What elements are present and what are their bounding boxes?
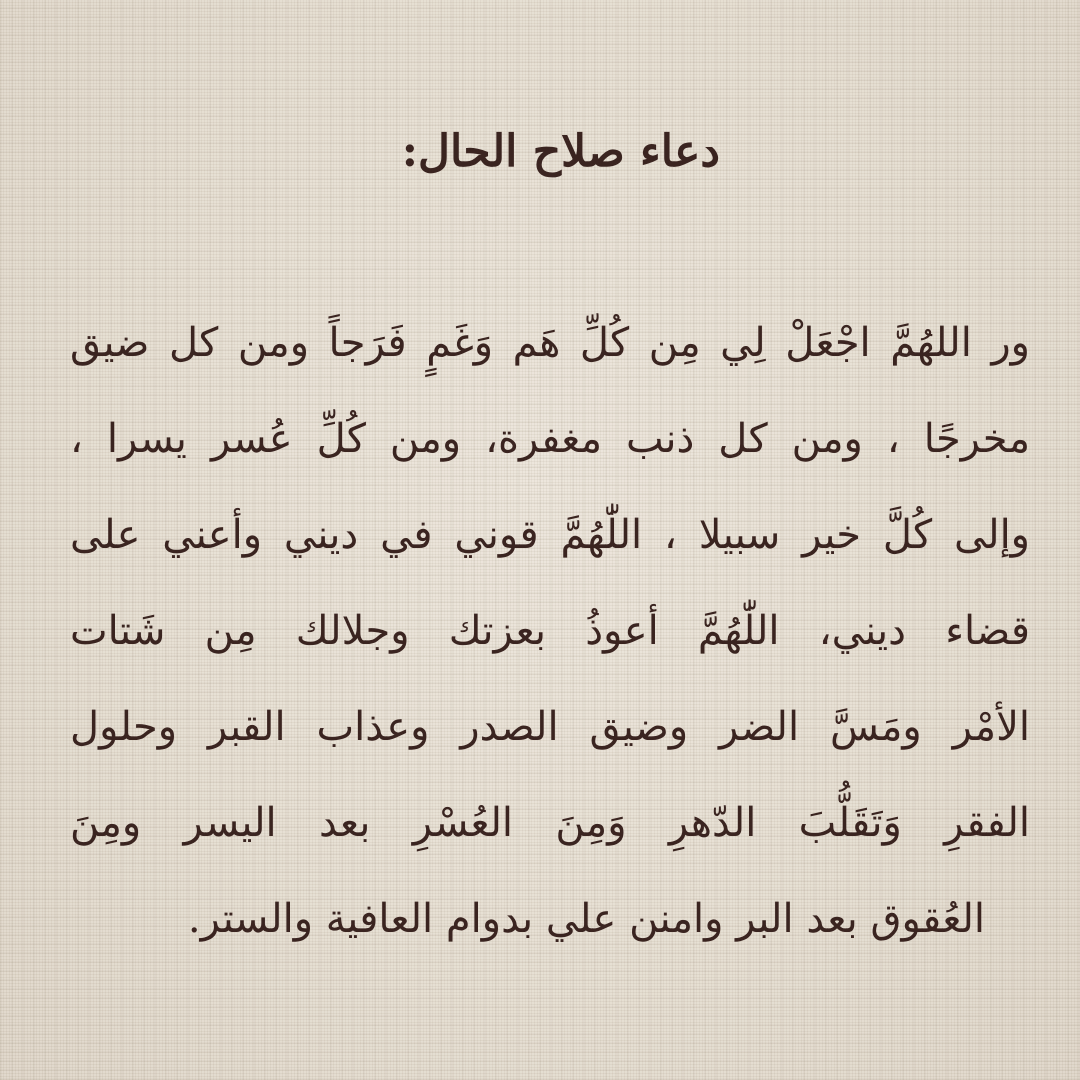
prayer-line: مخرجًا ، ومن كل ذنب مغفرة، ومن كُلِّ عُسر يسرا ، [70, 416, 1030, 462]
prayer-text [70, 295, 1030, 967]
prayer-line: الفقرِ وَتَقَلُّبَ الدّهرِ وَمِنَ العُسْرِ بعد اليسر ومِنَ [70, 800, 1030, 846]
prayer-line: العُقوق بعد البر وامنن علي بدوام العافية والستر. [187, 896, 985, 942]
prayer-title: دعاء صلاح الحال: [401, 126, 720, 177]
prayer-line: قضاء ديني، اللّٰهُمَّ أعوذُ بعزتك وجلالك مِن شَتات [70, 608, 1030, 654]
prayer-line: وإلى كُلَّ خير سبيلا ، اللّٰهُمَّ قوني في ديني وأعني على [70, 512, 1030, 558]
prayer-line: ور اللهُمَّ اجْعَلْ لِي مِن كُلِّ هَم وَغَمٍ فَرَجاً ومن كل ضيق [70, 320, 1030, 366]
prayer-line: الأمْر ومَسَّ الضر وضيق الصدر وعذاب القبر وحلول [70, 704, 1030, 750]
